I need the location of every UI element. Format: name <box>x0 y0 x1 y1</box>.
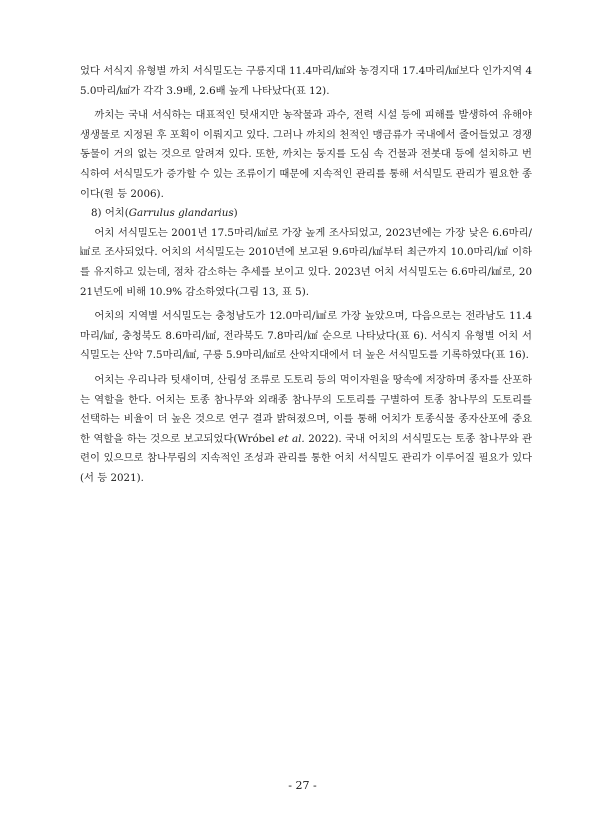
species-name: Garrulus glandarius <box>128 207 234 220</box>
paragraph-jay-density-trend: 어치 서식밀도는 2001년 17.5마리/㎢로 가장 높게 조사되었고, 2023년에는 가장 낮은 6.6마리/㎢로 조사되었다. 어치의 서식밀도는 2010년에 보고된 9.6마리/㎢부터 최근까지 10.0마리/㎢ 이하를 유지하고 있는데, 점차 감소하는 추세를 보이고 있다. 2023년 어치 서식밀도는 6.6마리/㎢로, 2021년도에 비해 10.9% 감소하였다(그림 13, 표 5). <box>80 226 532 298</box>
page-number: - 27 - <box>288 779 317 792</box>
paragraph-jay-regional-density: 어치의 지역별 서식밀도는 충청남도가 12.0마리/㎢로 가장 높았으며, 다음으로는 전라남도 11.4마리/㎢, 충청북도 8.6마리/㎢, 전라북도 7.8마리/㎢ 순으로 나타났다(표 6). 서식지 유형별 어치 서식밀도는 산악 7.5마리/㎢, 구릉 5.9마리/㎢로 산악지대에서 더 높은 서식밀도를 기록하였다(표 16). <box>80 310 532 362</box>
heading-suffix: ) <box>233 207 238 220</box>
paragraph-magpie-management: 까치는 국내 서식하는 대표적인 텃새지만 농작물과 과수, 전력 시설 등에 피해를 발생하여 유해야생생물로 지정된 후 포획이 이뤄지고 있다. 그러나 까치의 천적인 맹금류가 국내에서 줄어들었고 경쟁 동물이 거의 없는 것으로 알려져 있다. 또한, 까치는 둥지를 도심 속 건물과 전봇대 등에 설치하고 번식하여 서식밀도가 증가할 수 있는 조류이기 때문에 지속적인 관리를 통해 서식밀도 관리가 필요한 종이다(원 등 2006). <box>80 109 532 200</box>
ecology-text-part1: 어치는 우리나라 텃새이며, 산림성 조류로 도토리 등의 먹이자원을 땅속에 저장하며 종자를 산포하는 역할을 한다. 어치는 토종 참나무와 외래종 참나무의 도토리를 구별하여 토종 참나무의 도토리를 선택하는 비율이 더 높은 것으로 연구 결과 밝혀졌으며, 이를 통해 어치가 토종식물 종자산포에 중요한 역할을 하는 것으로 보고되었다(Wróbel <box>80 373 532 445</box>
section-heading-jay <box>91 204 532 224</box>
paragraph-jay-ecology <box>80 371 532 489</box>
document-body <box>80 62 532 488</box>
paragraph-magpie-habitat-density: 었다 서식지 유형별 까치 서식밀도는 구릉지대 11.4마리/㎢와 농경지대 17.4마리/㎢보다 인가지역 45.0마리/㎢가 각각 3.9배, 2.6배 높게 나타났다(표 12). <box>80 65 532 97</box>
et-al-text: et al. <box>278 432 305 445</box>
heading-prefix: 8) 어치( <box>91 207 129 220</box>
ecology-text-part2: 2022). 국내 어치의 서식밀도는 토종 참나무와 관련이 있으므로 참나무림의 지속적인 조성과 관리를 통한 어치 서식밀도 관리가 이루어질 필요가 있다(서 등 2021). <box>80 432 532 484</box>
